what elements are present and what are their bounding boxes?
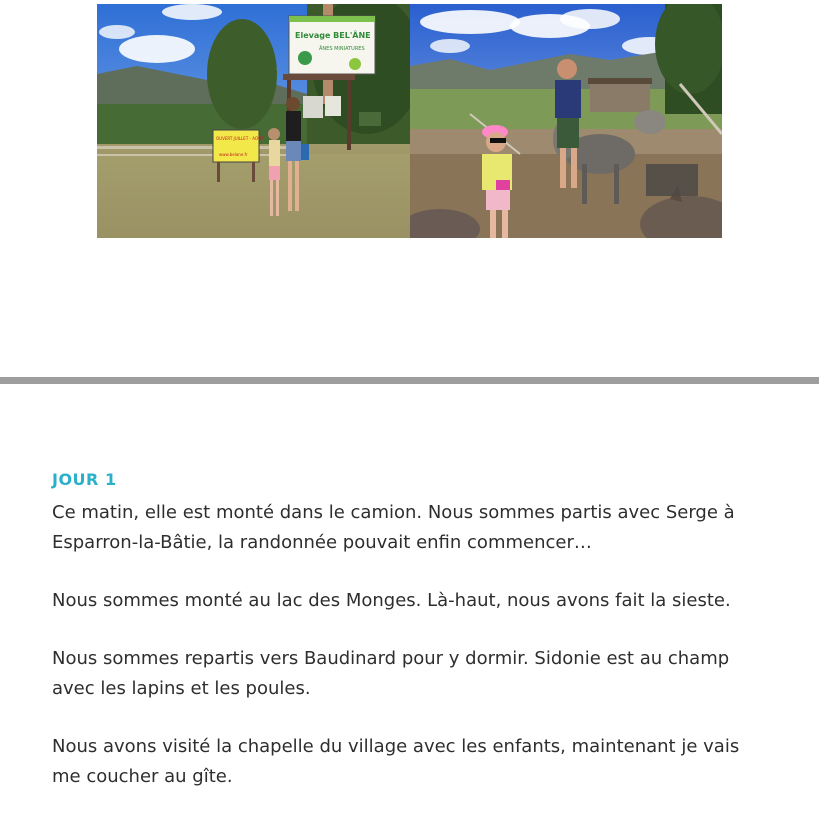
paragraph-3: Nous sommes repartis vers Baudinard pour y dormir. Sidonie est au champ avec les lapins et les poules. — [52, 648, 730, 699]
photo-donkeys[interactable] — [410, 4, 722, 238]
sign-subtitle: ÂNES MINIATURES — [319, 46, 365, 52]
small-sign-line1: OUVERT JUILLET - AOÛT — [216, 136, 264, 141]
small-sign-line2: www.belane.fr — [219, 152, 248, 157]
sign-title: Elevage BEL'ÂNE — [295, 31, 371, 40]
paragraph-1: Ce matin, elle est monté dans le camion. Nous sommes partis avec Serge à Esparron-la-Bâtie, la randonnée pouvait enfin commencer… — [52, 502, 735, 553]
article-body — [52, 470, 772, 813]
photo-gallery — [97, 4, 722, 238]
photo-farm-sign[interactable] — [97, 4, 410, 238]
paragraph-4: Nous avons visité la chapelle du village avec les enfants, maintenant je vais me coucher au gîte. — [52, 736, 740, 787]
section-divider — [0, 377, 819, 384]
paragraph-2: Nous sommes monté au lac des Monges. Là-haut, nous avons fait la sieste. — [52, 590, 731, 611]
day-heading: JOUR 1 — [52, 470, 117, 489]
